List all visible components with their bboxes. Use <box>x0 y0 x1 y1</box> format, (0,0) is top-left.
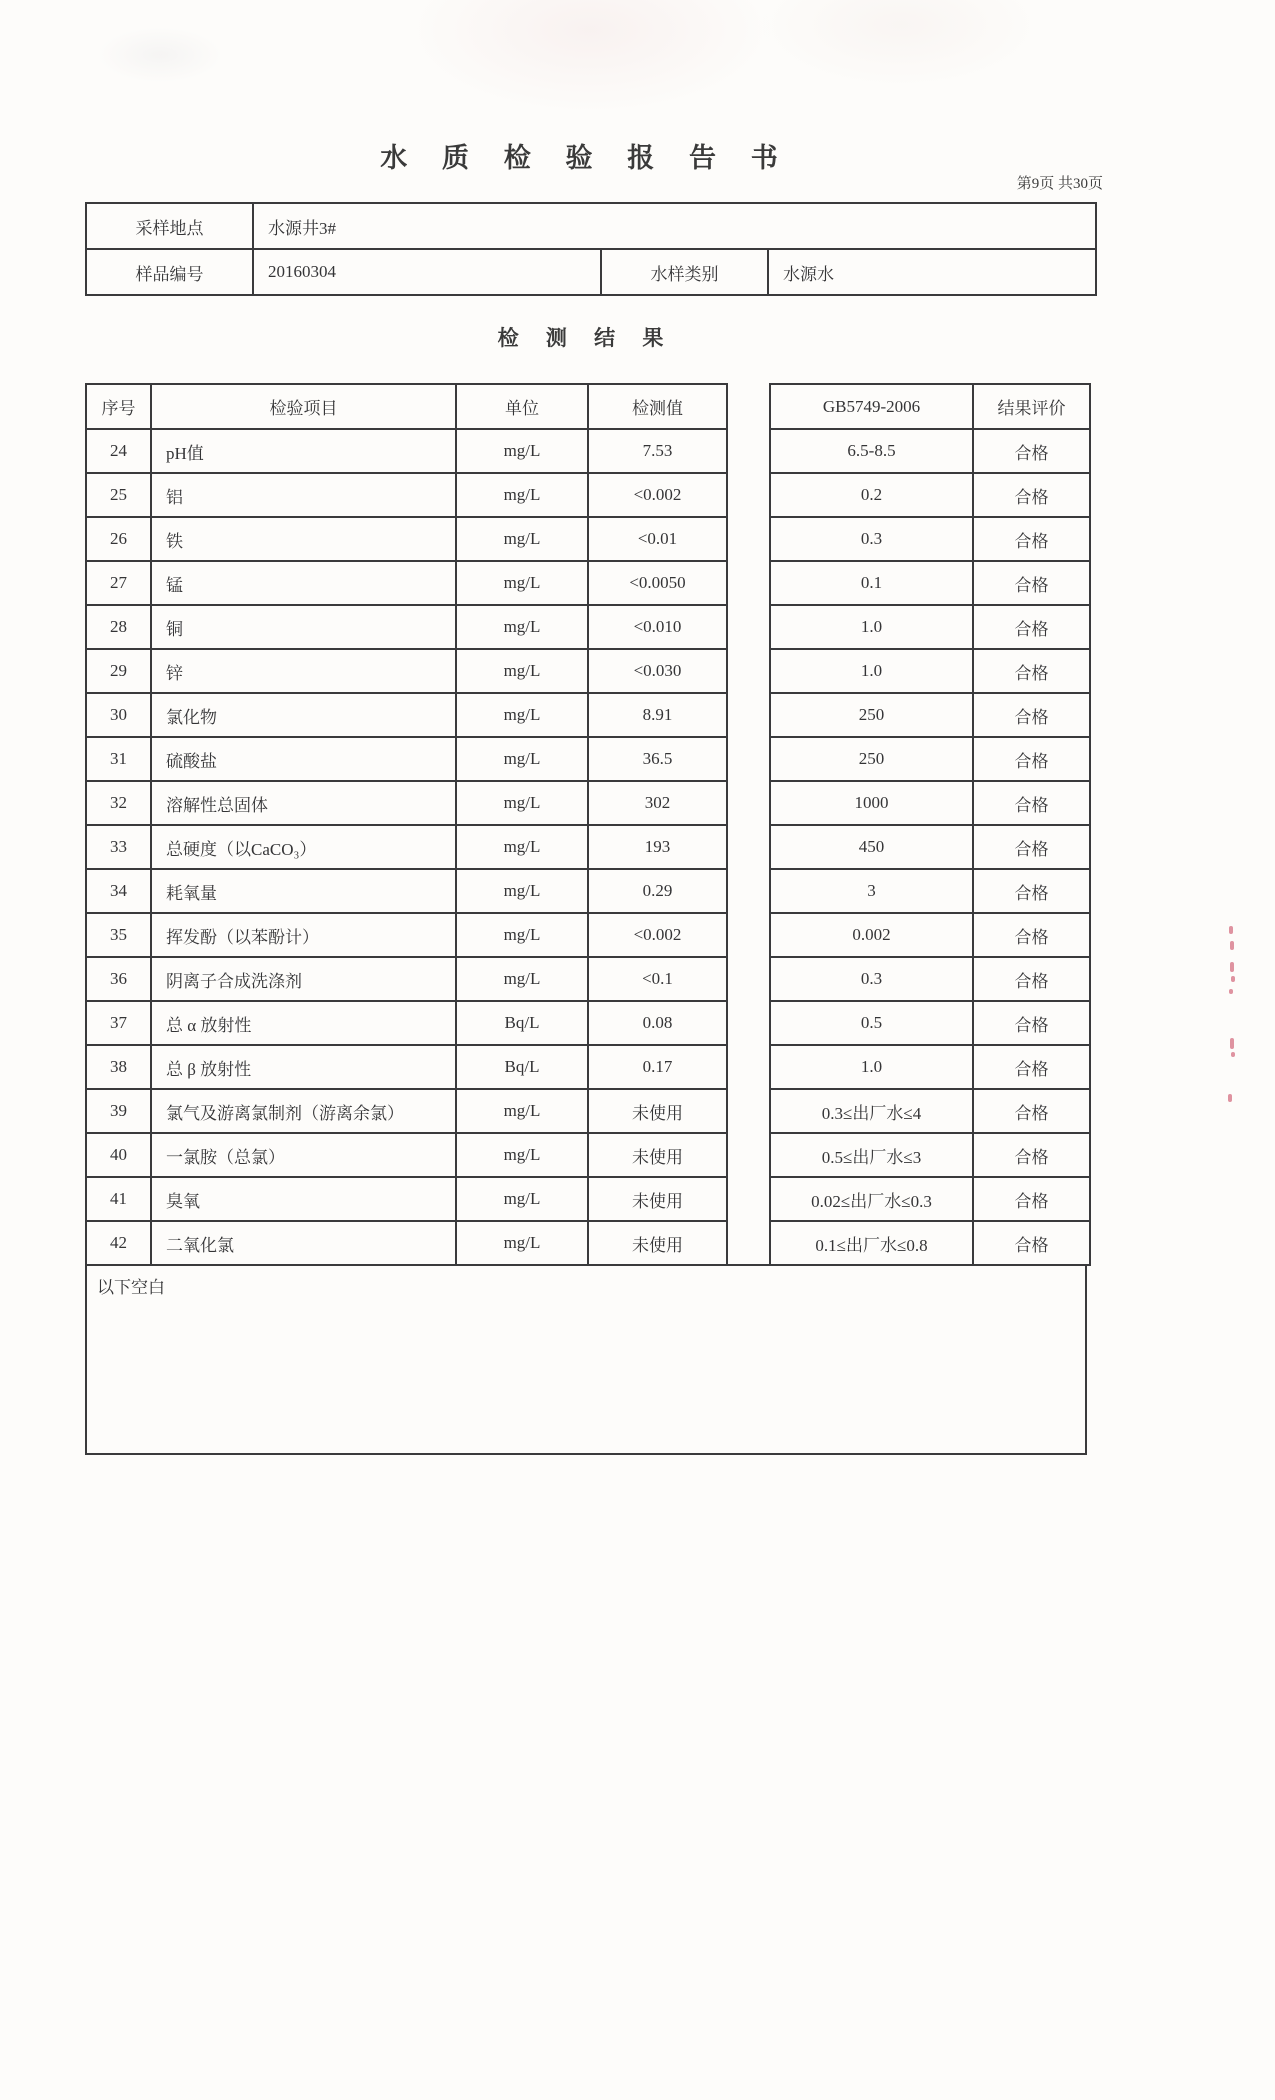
table-row <box>770 429 1090 473</box>
row-value: <0.030 <box>588 649 727 693</box>
row-item: 二氧化氯 <box>151 1221 456 1265</box>
row-no: 32 <box>86 781 151 825</box>
row-evaluation: 合格 <box>973 1133 1090 1177</box>
row-no: 35 <box>86 913 151 957</box>
row-item: 硫酸盐 <box>151 737 456 781</box>
sample-info-table <box>85 202 1097 296</box>
table-row <box>770 869 1090 913</box>
row-value: 7.53 <box>588 429 727 473</box>
table-row <box>86 1177 727 1221</box>
table-row <box>770 1221 1090 1265</box>
row-value: <0.0050 <box>588 561 727 605</box>
row-standard: 0.02≤出厂水≤0.3 <box>770 1177 973 1221</box>
col-header-no: 序号 <box>86 384 151 429</box>
row-evaluation: 合格 <box>973 737 1090 781</box>
table-row <box>770 1133 1090 1177</box>
row-standard: 0.002 <box>770 913 973 957</box>
table-row <box>770 957 1090 1001</box>
row-item: 铜 <box>151 605 456 649</box>
row-value: 未使用 <box>588 1133 727 1177</box>
row-value: 8.91 <box>588 693 727 737</box>
scan-artifact-mark <box>1231 1052 1235 1057</box>
row-item: pH值 <box>151 429 456 473</box>
sampling-location-label: 采样地点 <box>86 203 253 249</box>
row-no: 38 <box>86 1045 151 1089</box>
table-row <box>86 605 727 649</box>
results-tables <box>85 383 1091 1266</box>
row-unit: Bq/L <box>456 1001 588 1045</box>
row-item: 锰 <box>151 561 456 605</box>
row-item: 总 α 放射性 <box>151 1001 456 1045</box>
row-standard: 0.2 <box>770 473 973 517</box>
sample-number-row <box>86 249 1096 295</box>
row-no: 39 <box>86 1089 151 1133</box>
blank-remainder-box <box>85 1264 1087 1455</box>
table-row <box>86 473 727 517</box>
row-value: <0.1 <box>588 957 727 1001</box>
row-value: <0.002 <box>588 473 727 517</box>
row-standard: 450 <box>770 825 973 869</box>
row-no: 27 <box>86 561 151 605</box>
row-no: 30 <box>86 693 151 737</box>
row-standard: 0.3 <box>770 517 973 561</box>
table-row <box>86 869 727 913</box>
row-unit: mg/L <box>456 1133 588 1177</box>
row-item: 挥发酚（以苯酚计） <box>151 913 456 957</box>
scan-artifact-mark <box>1230 941 1234 950</box>
row-evaluation: 合格 <box>973 1221 1090 1265</box>
row-unit: mg/L <box>456 1221 588 1265</box>
table-row <box>770 561 1090 605</box>
results-header-row <box>770 384 1090 429</box>
row-evaluation: 合格 <box>973 869 1090 913</box>
table-row <box>86 781 727 825</box>
col-header-value: 检测值 <box>588 384 727 429</box>
row-value: <0.002 <box>588 913 727 957</box>
row-value: 未使用 <box>588 1221 727 1265</box>
row-value: 0.29 <box>588 869 727 913</box>
col-header-unit: 单位 <box>456 384 588 429</box>
table-row <box>770 1001 1090 1045</box>
row-evaluation: 合格 <box>973 605 1090 649</box>
row-item: 总硬度（以CaCO₃） <box>151 825 456 869</box>
row-value: <0.01 <box>588 517 727 561</box>
row-unit: mg/L <box>456 693 588 737</box>
scan-artifact-mark <box>1230 1038 1234 1049</box>
table-row <box>86 649 727 693</box>
row-item: 总 β 放射性 <box>151 1045 456 1089</box>
row-no: 37 <box>86 1001 151 1045</box>
table-row <box>770 649 1090 693</box>
row-standard: 250 <box>770 693 973 737</box>
row-standard: 0.1≤出厂水≤0.8 <box>770 1221 973 1265</box>
scan-artifact-mark <box>1230 962 1234 972</box>
table-row <box>770 913 1090 957</box>
results-table-left <box>85 383 728 1266</box>
table-row <box>86 1001 727 1045</box>
row-standard: 0.1 <box>770 561 973 605</box>
table-row <box>86 913 727 957</box>
table-row <box>86 825 727 869</box>
row-evaluation: 合格 <box>973 957 1090 1001</box>
row-unit: mg/L <box>456 605 588 649</box>
row-evaluation: 合格 <box>973 473 1090 517</box>
row-standard: 1.0 <box>770 605 973 649</box>
row-unit: mg/L <box>456 561 588 605</box>
row-evaluation: 合格 <box>973 561 1090 605</box>
row-evaluation: 合格 <box>973 517 1090 561</box>
row-evaluation: 合格 <box>973 1001 1090 1045</box>
table-row <box>86 1133 727 1177</box>
row-value: 0.17 <box>588 1045 727 1089</box>
row-unit: mg/L <box>456 517 588 561</box>
row-value: 193 <box>588 825 727 869</box>
row-unit: mg/L <box>456 473 588 517</box>
row-no: 40 <box>86 1133 151 1177</box>
results-header-row <box>86 384 727 429</box>
row-item: 锌 <box>151 649 456 693</box>
row-no: 26 <box>86 517 151 561</box>
table-row <box>770 605 1090 649</box>
page-number: 第9页 共30页 <box>1016 176 1103 192</box>
row-no: 31 <box>86 737 151 781</box>
row-standard: 0.3≤出厂水≤4 <box>770 1089 973 1133</box>
table-row <box>770 1177 1090 1221</box>
row-evaluation: 合格 <box>973 781 1090 825</box>
sampling-location-value: 水源井3# <box>253 203 1096 249</box>
row-no: 33 <box>86 825 151 869</box>
table-row <box>86 1089 727 1133</box>
col-header-evaluation: 结果评价 <box>973 384 1090 429</box>
scan-artifact-mark <box>1229 989 1233 994</box>
row-no: 41 <box>86 1177 151 1221</box>
table-row <box>770 781 1090 825</box>
sample-no-label: 样品编号 <box>86 249 253 295</box>
row-value: 未使用 <box>588 1089 727 1133</box>
row-evaluation: 合格 <box>973 1177 1090 1221</box>
table-row <box>86 1221 727 1265</box>
table-row <box>86 1045 727 1089</box>
water-type-label: 水样类别 <box>601 249 768 295</box>
row-unit: mg/L <box>456 957 588 1001</box>
row-standard: 3 <box>770 869 973 913</box>
row-item: 铝 <box>151 473 456 517</box>
table-row <box>770 825 1090 869</box>
row-no: 36 <box>86 957 151 1001</box>
row-standard: 1.0 <box>770 649 973 693</box>
table-row <box>86 429 727 473</box>
row-item: 铁 <box>151 517 456 561</box>
blank-note: 以下空白 <box>97 1278 165 1297</box>
col-header-item: 检验项目 <box>151 384 456 429</box>
table-row <box>770 1045 1090 1089</box>
table-row <box>770 737 1090 781</box>
row-unit: Bq/L <box>456 1045 588 1089</box>
row-standard: 0.5 <box>770 1001 973 1045</box>
row-unit: mg/L <box>456 781 588 825</box>
row-value: 302 <box>588 781 727 825</box>
table-row <box>770 693 1090 737</box>
row-item: 氯气及游离氯制剂（游离余氯） <box>151 1089 456 1133</box>
table-row <box>770 473 1090 517</box>
col-header-standard: GB5749-2006 <box>770 384 973 429</box>
row-no: 28 <box>86 605 151 649</box>
water-type-value: 水源水 <box>768 249 1096 295</box>
results-table-right <box>769 383 1091 1266</box>
row-unit: mg/L <box>456 429 588 473</box>
row-unit: mg/L <box>456 649 588 693</box>
row-standard: 0.3 <box>770 957 973 1001</box>
row-no: 42 <box>86 1221 151 1265</box>
row-unit: mg/L <box>456 1177 588 1221</box>
row-evaluation: 合格 <box>973 429 1090 473</box>
row-unit: mg/L <box>456 737 588 781</box>
scan-artifact-mark <box>1228 1094 1232 1102</box>
table-row <box>86 561 727 605</box>
row-unit: mg/L <box>456 825 588 869</box>
table-row <box>86 737 727 781</box>
row-item: 一氯胺（总氯） <box>151 1133 456 1177</box>
row-item: 臭氧 <box>151 1177 456 1221</box>
row-evaluation: 合格 <box>973 825 1090 869</box>
row-value: 未使用 <box>588 1177 727 1221</box>
row-standard: 0.5≤出厂水≤3 <box>770 1133 973 1177</box>
row-evaluation: 合格 <box>973 913 1090 957</box>
scan-artifact-mark <box>1229 926 1233 934</box>
table-row <box>770 517 1090 561</box>
row-unit: mg/L <box>456 1089 588 1133</box>
row-standard: 250 <box>770 737 973 781</box>
row-item: 阴离子合成洗涤剂 <box>151 957 456 1001</box>
section-heading: 检 测 结 果 <box>497 326 675 350</box>
row-standard: 6.5-8.5 <box>770 429 973 473</box>
row-evaluation: 合格 <box>973 1045 1090 1089</box>
scan-artifact-mark <box>1231 976 1235 982</box>
row-item: 氯化物 <box>151 693 456 737</box>
table-row <box>86 517 727 561</box>
document-title: 水 质 检 验 报 告 书 <box>380 143 792 173</box>
row-unit: mg/L <box>456 869 588 913</box>
table-row <box>86 957 727 1001</box>
row-value: 0.08 <box>588 1001 727 1045</box>
row-evaluation: 合格 <box>973 649 1090 693</box>
row-item: 溶解性总固体 <box>151 781 456 825</box>
row-value: 36.5 <box>588 737 727 781</box>
row-item: 耗氧量 <box>151 869 456 913</box>
row-no: 25 <box>86 473 151 517</box>
sample-location-row <box>86 203 1096 249</box>
row-unit: mg/L <box>456 913 588 957</box>
row-standard: 1000 <box>770 781 973 825</box>
sample-no-value: 20160304 <box>253 249 601 295</box>
row-value: <0.010 <box>588 605 727 649</box>
row-evaluation: 合格 <box>973 1089 1090 1133</box>
row-no: 29 <box>86 649 151 693</box>
row-no: 24 <box>86 429 151 473</box>
table-row <box>770 1089 1090 1133</box>
row-evaluation: 合格 <box>973 693 1090 737</box>
row-no: 34 <box>86 869 151 913</box>
row-standard: 1.0 <box>770 1045 973 1089</box>
table-row <box>86 693 727 737</box>
